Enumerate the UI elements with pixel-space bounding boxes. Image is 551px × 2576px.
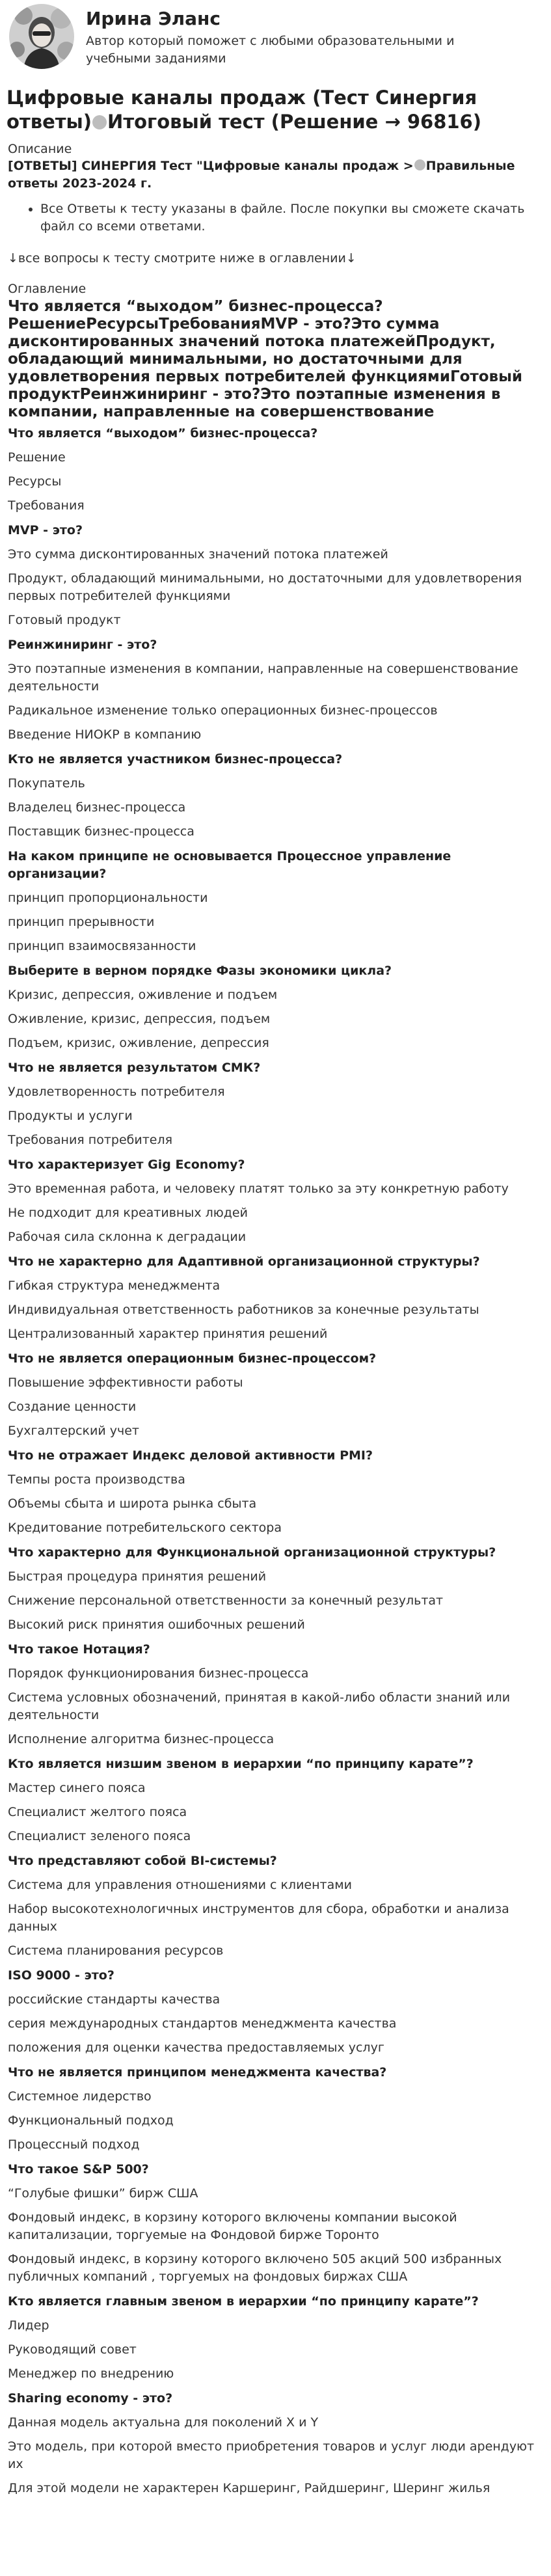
question-heading: Выберите в верном порядке Фазы экономики цикла? [8, 964, 392, 978]
answer-option: Не подходит для креативных людей [8, 1206, 248, 1220]
answer-option: Централизованный характер принятия решений [8, 1327, 328, 1341]
answer-option: Оживление, кризис, депрессия, подъем [8, 1012, 271, 1026]
question-heading: Реинжиниринг - это? [8, 638, 157, 652]
description-label: Описание [8, 142, 72, 156]
answer-option: Радикальное изменение только операционных бизнес-процессов [8, 703, 438, 718]
answer-option: Рабочая сила склонна к деградации [8, 1230, 247, 1244]
author-name[interactable]: Ирина Эланс [86, 8, 221, 29]
answer-option: Порядок функционирования бизнес-процесса [8, 1666, 309, 1681]
toc-label: Оглавление [8, 282, 87, 296]
question-heading: Кто является низшим звеном в иерархии “по принципу карате”? [8, 1757, 474, 1771]
question-heading: Что такое Нотация? [8, 1642, 150, 1657]
answer-option: Продукты и услуги [8, 1109, 133, 1123]
toc-heading[interactable]: Что является “выходом” бизнес-процесса?РешениеРесурсыТребованияMVP - это?Это сумма дисконтированных значений потока платежейПродукт, обладающий минимальными, но достаточными для удовлетворения первых потребителей функциямиГотовый продуктРеинжиниринг - это?Это поэтапные изменения в компании, направленные на совершенствование [8, 298, 523, 420]
question-heading: Что не является операционным бизнес-процессом? [8, 1351, 377, 1366]
question-heading: Кто является главным звеном в иерархии “по принципу карате”? [8, 2294, 479, 2309]
answer-option: Требования [8, 498, 85, 513]
answer-option: Для этой модели не характерен Каршеринг, Райдшеринг, Шеринг жилья [8, 2481, 491, 2495]
answer-option: Набор высокотехнологичных инструментов для сбора, обработки и анализа данных [8, 1902, 509, 1934]
toc-hint: ↓все вопросы к тесту смотрите ниже в оглавлении↓ [8, 251, 356, 265]
answer-option: Индивидуальная ответственность работников за конечные результаты [8, 1303, 479, 1317]
answer-option: Объемы сбыта и широта рынка сбыта [8, 1497, 257, 1511]
question-heading: На каком принципе не основывается Процессное управление организации? [8, 849, 451, 881]
answer-option: принцип пропорциональности [8, 891, 208, 905]
question-heading: Что является “выходом” бизнес-процесса? [8, 426, 318, 441]
circle-icon [92, 115, 107, 129]
answer-option: Темпы роста производства [8, 1472, 185, 1487]
answer-option: Кредитование потребительского сектора [8, 1521, 282, 1535]
answer-option: Это модель, при которой вместо приобретения товаров и услуг люди арендуют их [8, 2439, 535, 2471]
notice [8, 157, 543, 193]
answer-option: “Голубые фишки” бирж США [8, 2186, 198, 2201]
author-info [86, 4, 515, 68]
answer-option: Специалист зеленого пояса [8, 1829, 191, 1843]
author-header [8, 0, 543, 70]
answer-option: Готовый продукт [8, 613, 121, 627]
notice-part2: Правильные ответы 2023-2024 г. [8, 159, 515, 191]
notice-part1: [ОТВЕТЫ] СИНЕРГИЯ Тест "Цифровые каналы продаж > [8, 159, 414, 173]
author-description: Автор который поможет с любыми образовательными и учебными заданиями [86, 34, 455, 66]
answer-option: Продукт, обладающий минимальными, но достаточными для удовлетворения первых потребителей функциями [8, 571, 522, 603]
question-heading: Что характерно для Функциональной организационной структуры? [8, 1545, 496, 1560]
answer-option: Функциональный подход [8, 2113, 174, 2128]
answer-option: Это сумма дисконтированных значений потока платежей [8, 547, 388, 562]
answer-option: Быстрая процедура принятия решений [8, 1569, 267, 1584]
answer-option: положения для оценки качества предоставляемых услуг [8, 2040, 384, 2055]
question-heading: Что не отражает Индекс деловой активности PMI? [8, 1448, 373, 1463]
answer-option: принцип взаимосвязанности [8, 939, 196, 953]
answer-option: Высокий риск принятия ошибочных решений [8, 1618, 305, 1632]
question-heading: Что такое S&P 500? [8, 2162, 149, 2176]
answer-option: Это поэтапные изменения в компании, направленные на совершенствование деятельности [8, 662, 518, 694]
answer-option: Системное лидерство [8, 2089, 152, 2104]
question-heading: Sharing economy - это? [8, 2391, 173, 2406]
answer-option: Покупатель [8, 776, 85, 791]
answer-option: Решение [8, 450, 66, 465]
answer-option: Подъем, кризис, оживление, депрессия [8, 1036, 269, 1050]
question-heading: Кто не является участником бизнес-процесса? [8, 752, 343, 766]
answer-option: Поставщик бизнес-процесса [8, 824, 195, 839]
page-title-part2: Итоговый тест (Решение → 96816) [107, 111, 481, 133]
answer-option: серия международных стандартов менеджмента качества [8, 2016, 397, 2031]
answer-option: Удовлетворенность потребителя [8, 1085, 225, 1099]
answer-option: Введение НИОКР в компанию [8, 727, 202, 742]
answer-option: Повышение эффективности работы [8, 1376, 243, 1390]
answer-option: Данная модель актуальна для поколений X и Y [8, 2415, 319, 2430]
answer-option: Гибкая структура менеджмента [8, 1279, 221, 1293]
question-heading: Что характеризует Gig Economy? [8, 1158, 245, 1172]
answer-option: Процессный подход [8, 2137, 140, 2152]
answer-option: Ресурсы [8, 474, 62, 489]
answer-option: российские стандарты качества [8, 1992, 221, 2007]
answer-option: Бухгалтерский учет [8, 1424, 139, 1438]
question-heading: Что не является принципом менеджмента качества? [8, 2065, 387, 2080]
answer-option: Требования потребителя [8, 1133, 173, 1147]
qa-list [8, 421, 543, 2501]
question-heading: Что не является результатом СМК? [8, 1061, 261, 1075]
answer-option: Система условных обозначений, принятая в какой-либо области знаний или деятельности [8, 1690, 511, 1722]
answer-option: Владелец бизнес-процесса [8, 800, 186, 815]
bullet-list [40, 200, 543, 236]
answer-option: Исполнение алгоритма бизнес-процесса [8, 1732, 275, 1746]
answer-option: Фондовый индекс, в корзину которого включено 505 акций 500 избранных публичных компаний , торгуемых на фондовых биржах США [8, 2252, 502, 2284]
circle-icon [414, 159, 425, 170]
answer-option: Руководящий совет [8, 2342, 137, 2357]
answer-option: Это временная работа, и человеку платят только за эту конкретную работу [8, 1182, 509, 1196]
answer-option: Специалист желтого пояса [8, 1805, 187, 1819]
answer-option: Лидер [8, 2318, 49, 2333]
answer-option: Фондовый индекс, в корзину которого включены компании высокой капитализации, торгуемые на Фондовой бирже Торонто [8, 2210, 457, 2242]
page-title [7, 86, 543, 134]
avatar[interactable] [9, 4, 74, 69]
page-title-part1: Цифровые каналы продаж (Тест Синергия ответы) [7, 87, 477, 133]
question-heading: Что не характерно для Адаптивной организационной структуры? [8, 1254, 480, 1269]
answer-option: Мастер синего пояса [8, 1781, 146, 1795]
avatar-photo-icon [9, 4, 74, 69]
answer-option: Создание ценности [8, 1400, 137, 1414]
answer-option: Менеджер по внедрению [8, 2366, 174, 2381]
question-heading: ISO 9000 - это? [8, 1968, 114, 1983]
answer-option: принцип прерывности [8, 915, 155, 929]
answer-option: Снижение персональной ответственности за конечный результат [8, 1593, 444, 1608]
answer-option: Система для управления отношениями с клиентами [8, 1878, 352, 1892]
question-heading: Что представляют собой BI-системы? [8, 1854, 277, 1868]
bullet-item: • Все Ответы к тесту указаны в файле. После покупки вы сможете скачать файл со всеми ответами. [40, 200, 543, 236]
answer-option: Кризис, депрессия, оживление и подъем [8, 988, 278, 1002]
question-heading: MVP - это? [8, 523, 83, 537]
answer-option: Система планирования ресурсов [8, 1944, 224, 1958]
